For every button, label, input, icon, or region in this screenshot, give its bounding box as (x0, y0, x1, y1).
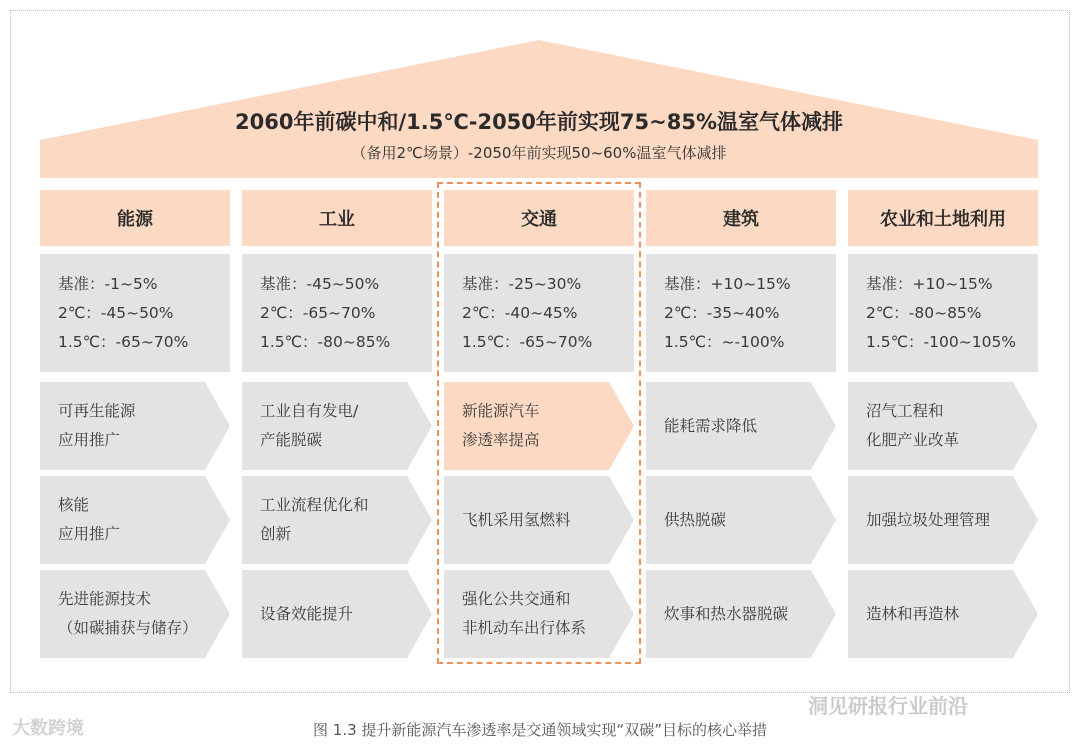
measure-arrow (848, 382, 1038, 470)
baseline-line: 基准：-25~30% (462, 275, 582, 293)
measure-line: 设备效能提升 (260, 604, 354, 623)
measure-arrow (646, 570, 836, 658)
measure-arrow (848, 476, 1038, 564)
measure-line: 非机动车出行体系 (462, 619, 587, 637)
measure-line: 创新 (260, 525, 292, 543)
figure-caption: 图 1.3 提升新能源汽车渗透率是交通领域实现“双碳”目标的核心举措 (313, 721, 767, 739)
measure-arrow (242, 476, 432, 564)
measure-arrow (242, 570, 432, 658)
baseline-line: 1.5℃：-65~70% (462, 333, 593, 351)
baseline-line: 1.5℃：-65~70% (58, 333, 189, 351)
measure-line: 工业流程优化和 (260, 496, 369, 514)
measure-line: 核能 (58, 496, 90, 514)
measure-line: 炊事和热水器脱碳 (664, 604, 789, 623)
measure-line: 加强垃圾处理管理 (866, 510, 991, 529)
baseline-line: 2℃：-35~40% (664, 304, 780, 322)
column-buildings (646, 190, 836, 623)
baseline-box (848, 254, 1038, 372)
measure-arrow (40, 570, 230, 658)
measure-line: 飞机采用氢燃料 (462, 510, 571, 529)
baseline-line: 2℃：-40~45% (462, 304, 578, 322)
column-energy (40, 190, 230, 637)
baseline-line: 2℃：-80~85% (866, 304, 982, 322)
measure-line: 工业自有发电/ (260, 402, 359, 420)
measure-line: 强化公共交通和 (462, 590, 571, 608)
roof-banner (40, 40, 1038, 178)
measure-arrow (40, 476, 230, 564)
measure-arrow (848, 570, 1038, 658)
measure-line: 应用推广 (58, 431, 121, 449)
measure-arrow (242, 382, 432, 470)
column-header: 交通 (444, 190, 634, 246)
baseline-line: 基准：+10~15% (664, 275, 791, 293)
baseline-line: 基准：-45~50% (260, 275, 380, 293)
baseline-line: 基准：+10~15% (866, 275, 993, 293)
baseline-line: 2℃：-65~70% (260, 304, 376, 322)
baseline-line: 1.5℃：-100~105% (866, 333, 1017, 351)
column-agriculture (848, 190, 1038, 623)
roof-title: 2060年前碳中和/1.5℃-2050年前实现75~85%温室气体减排 (235, 110, 843, 134)
column-header: 能源 (40, 190, 230, 246)
measure-line: 沼气工程和 (866, 402, 944, 420)
roof-subtitle: （备用2℃场景）-2050年前实现50~60%温室气体减排 (351, 144, 727, 162)
measure-line: 造林和再造林 (866, 604, 960, 623)
column-header: 工业 (242, 190, 432, 246)
measure-line: 产能脱碳 (260, 431, 323, 449)
baseline-line: 基准：-1~5% (58, 275, 158, 293)
measure-arrow (40, 382, 230, 470)
watermark-left: 大数跨境 (12, 718, 84, 739)
measure-line: 供热脱碳 (664, 510, 727, 529)
measure-arrow (646, 382, 836, 470)
measure-line: 渗透率提高 (462, 431, 540, 449)
measure-arrow (646, 476, 836, 564)
measure-line: 可再生能源 (58, 402, 136, 420)
column-header: 建筑 (646, 190, 836, 246)
column-industry (242, 190, 432, 623)
watermark-right: 洞见研报行业前沿 (808, 694, 968, 718)
column-header: 农业和土地利用 (848, 190, 1038, 246)
measure-line: 应用推广 (58, 525, 121, 543)
baseline-box (646, 254, 836, 372)
measure-line: 新能源汽车 (462, 402, 540, 420)
baseline-line: 1.5℃：-80~85% (260, 333, 391, 351)
baseline-box (242, 254, 432, 372)
transport-highlight-border (437, 182, 641, 664)
baseline-line: 2℃：-45~50% (58, 304, 174, 322)
measure-line: （如碳捕获与储存） (58, 619, 198, 637)
baseline-line: 1.5℃：~-100% (664, 333, 785, 351)
measure-line: 化肥产业改革 (866, 431, 960, 449)
measure-line: 能耗需求降低 (664, 416, 758, 435)
baseline-box (40, 254, 230, 372)
measure-line: 先进能源技术 (58, 590, 152, 608)
